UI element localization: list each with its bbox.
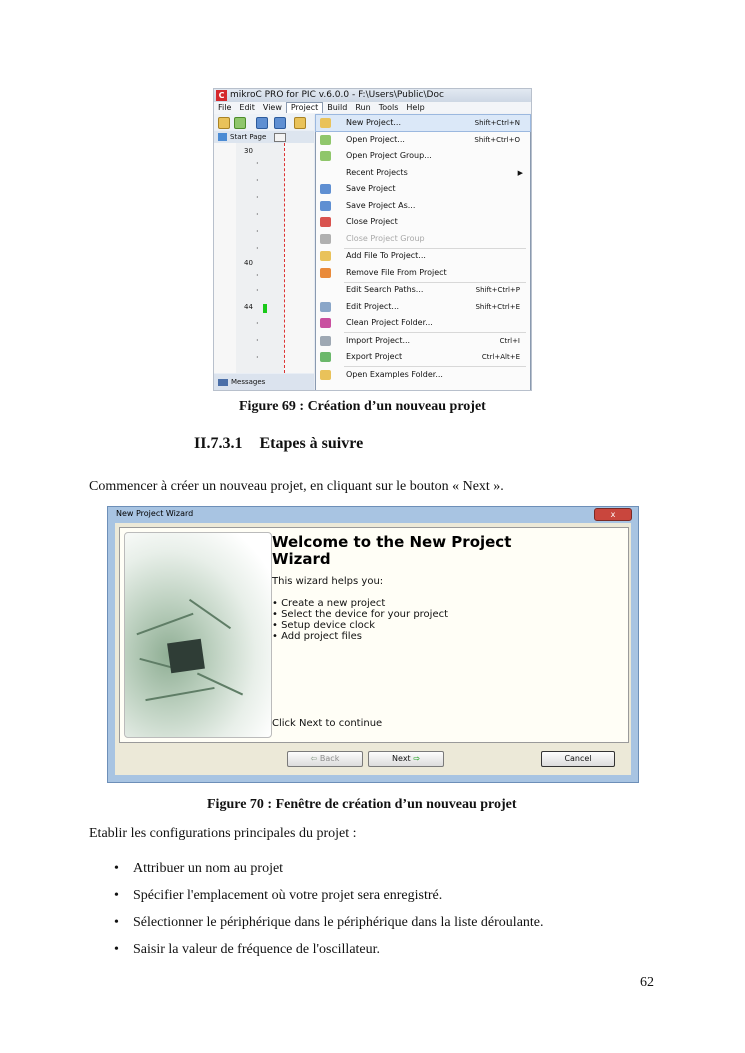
menu-item-save-project-as[interactable] [316, 198, 530, 214]
figure-69-caption: Figure 69 : Création d’un nouveau projet [239, 399, 486, 414]
new-file-icon[interactable] [218, 117, 230, 129]
mikroc-screenshot [213, 88, 532, 391]
menu-bar [214, 102, 531, 114]
wizard-panel [119, 527, 629, 743]
figure-70-caption: Figure 70 : Fenêtre de création d’un nouveau projet [207, 797, 517, 812]
line-gutter [236, 143, 284, 373]
next-button[interactable] [368, 751, 444, 767]
window-title: mikroC PRO for PIC v.6.0.0 - F:\Users\Public\Doc [230, 90, 444, 100]
menu-item-close-project[interactable] [316, 214, 530, 230]
menu-item-label: Remove File From Project [346, 267, 447, 277]
save-as-icon [320, 201, 331, 211]
menu-item-edit-project[interactable] [316, 299, 530, 315]
next-button-label: Next [392, 754, 411, 763]
menu-item-import-project[interactable] [316, 333, 530, 349]
menu-tools[interactable]: Tools [378, 103, 399, 112]
menu-item-remove-file-from-project[interactable] [316, 265, 530, 281]
menu-item-label: Open Project... [346, 134, 405, 144]
examples-folder-icon [320, 370, 331, 380]
save-project-icon [320, 184, 331, 194]
circuit-board-illustration [124, 532, 272, 738]
toolbar-extra-icon[interactable] [294, 117, 306, 129]
toolbar [214, 114, 314, 130]
gutter-dot: · [256, 227, 259, 236]
menu-project[interactable]: Project [286, 102, 323, 113]
menu-item-label: Export Project [346, 352, 403, 361]
tab-close-icon[interactable] [274, 133, 286, 142]
wizard-heading-line1: Welcome to the New Project [272, 533, 512, 551]
circuit-trace [189, 599, 231, 629]
menu-item-label: Edit Project... [346, 301, 400, 311]
menu-item-shortcut: Shift+Ctrl+P [475, 286, 520, 294]
messages-bar [214, 374, 314, 390]
menu-item-clean-project-folder[interactable] [316, 315, 530, 331]
arrow-right-icon: ⇨ [413, 754, 420, 763]
menu-item-shortcut: Shift+Ctrl+E [475, 302, 520, 311]
import-project-icon [320, 336, 331, 346]
menu-run[interactable]: Run [355, 103, 371, 112]
open-group-icon [320, 151, 331, 161]
circuit-trace [145, 687, 214, 701]
margin-line [284, 143, 285, 373]
list-item: • Attribuer un nom au projet [116, 860, 544, 887]
wizard-window-title: New Project Wizard [116, 509, 194, 518]
circuit-trace [197, 673, 243, 696]
menu-item-shortcut: Ctrl+Alt+E [481, 353, 520, 361]
menu-item-open-project-group[interactable] [316, 148, 530, 164]
config-steps-list [116, 860, 544, 968]
gutter-dot: · [256, 176, 259, 185]
list-item: • Saisir la valeur de fréquence de l'oscillateur. [116, 941, 544, 968]
section-number: II.7.3.1 [194, 435, 243, 452]
menu-item-add-file-to-project[interactable] [316, 248, 530, 264]
menu-item-label: Add File To Project... [346, 251, 426, 260]
close-project-icon [320, 217, 331, 227]
menu-item-new-project[interactable] [316, 115, 530, 131]
gutter-dot: · [256, 353, 259, 362]
new-project-wizard-window [107, 506, 639, 783]
menu-item-label: Save Project As... [346, 200, 416, 210]
circuit-trace [136, 613, 193, 635]
microchip-graphic [167, 639, 205, 673]
line-number-30: 30 [244, 147, 253, 155]
menu-view[interactable]: View [262, 103, 282, 112]
menu-item-open-examples-folder[interactable] [316, 367, 530, 383]
menu-item-label: Close Project Group [346, 233, 425, 243]
cancel-button-label: Cancel [564, 754, 592, 763]
menu-item-label: New Project... [346, 118, 401, 127]
gutter-dot: · [256, 210, 259, 219]
menu-item-recent-projects[interactable] [316, 165, 530, 181]
project-menu-dropdown [315, 114, 531, 391]
edit-project-icon [320, 302, 331, 312]
menu-item-shortcut: Shift+Ctrl+N [474, 119, 520, 127]
save-icon[interactable] [256, 117, 268, 129]
current-line-marker [263, 304, 267, 313]
menu-item-edit-search-paths[interactable] [316, 282, 530, 298]
menu-item-label: Import Project... [346, 335, 411, 345]
menu-build[interactable]: Build [327, 103, 348, 112]
save-all-icon[interactable] [274, 117, 286, 129]
editor-tabstrip [214, 131, 314, 143]
menu-item-label: Clean Project Folder... [346, 318, 433, 327]
menu-item-label: Open Examples Folder... [346, 369, 443, 379]
home-icon [218, 133, 227, 141]
new-project-icon [320, 118, 331, 128]
cancel-button[interactable] [541, 751, 615, 767]
menu-item-label: Open Project Group... [346, 151, 432, 160]
gutter-dot: · [256, 244, 259, 253]
menu-item-close-project-group[interactable] [316, 231, 530, 247]
open-project-icon [320, 135, 331, 145]
close-group-icon [320, 234, 331, 244]
list-item: • Setup device clock [272, 620, 448, 631]
tab-start-page[interactable]: Start Page [230, 133, 267, 141]
gutter-dot: · [256, 319, 259, 328]
arrow-left-icon: ⇦ [310, 754, 318, 763]
code-editor[interactable] [214, 143, 314, 373]
menu-item-shortcut: Shift+Ctrl+O [474, 135, 520, 144]
list-item: • Add project files [272, 631, 448, 642]
gutter-dot: · [256, 271, 259, 280]
line-number-40: 40 [244, 259, 253, 267]
config-intro: Etablir les configurations principales du projet : [89, 826, 357, 841]
intro-paragraph: Commencer à créer un nouveau projet, en cliquant sur le bouton « Next ». [89, 479, 504, 494]
close-icon[interactable]: x [594, 508, 632, 521]
menu-item-shortcut: Ctrl+I [499, 336, 520, 345]
wizard-client-area [115, 523, 631, 775]
gutter-dot: · [256, 336, 259, 345]
line-number-44: 44 [244, 303, 253, 311]
menu-item-label: Edit Search Paths... [346, 285, 424, 294]
gutter-dot: · [256, 159, 259, 168]
submenu-arrow-icon: ▶ [517, 168, 523, 177]
window-titlebar [214, 89, 531, 102]
wizard-bullet-list [272, 598, 448, 642]
menu-item-export-project[interactable] [316, 349, 530, 365]
section-title: Etapes à suivre [259, 435, 364, 452]
menu-item-open-project[interactable] [316, 132, 530, 148]
open-file-icon[interactable] [234, 117, 246, 129]
menu-item-label: Recent Projects [346, 167, 408, 177]
section-heading [194, 435, 363, 453]
menu-item-label: Close Project [346, 217, 398, 226]
clean-folder-icon [320, 318, 331, 328]
wizard-heading [272, 534, 511, 568]
menu-edit[interactable]: Edit [239, 103, 255, 112]
wizard-continue-hint: Click Next to continue [272, 718, 383, 729]
list-item: • Create a new project [272, 598, 448, 609]
back-button-label: Back [319, 754, 340, 763]
gutter-dot: · [256, 193, 259, 202]
list-item: • Sélectionner le périphérique dans le périphérique dans la liste déroulante. [116, 914, 544, 941]
wizard-intro: This wizard helps you: [272, 576, 384, 587]
back-button[interactable] [287, 751, 363, 767]
remove-file-icon [320, 268, 331, 278]
list-item: • Spécifier l'emplacement où votre projet sera enregistré. [116, 887, 544, 914]
menu-help[interactable]: Help [406, 103, 425, 112]
wizard-heading-line2: Wizard [272, 550, 331, 568]
menu-item-save-project[interactable] [316, 181, 530, 197]
add-file-icon [320, 251, 331, 261]
menu-item-label: Save Project [346, 184, 396, 193]
export-project-icon [320, 352, 331, 362]
page-number: 62 [640, 975, 654, 990]
gutter-dot: · [256, 286, 259, 295]
menu-file[interactable]: File [218, 103, 232, 112]
list-item: • Select the device for your project [272, 609, 448, 620]
tab-messages[interactable]: Messages [231, 378, 266, 386]
messages-icon [218, 379, 228, 386]
mikroc-app-icon: C [216, 90, 227, 101]
